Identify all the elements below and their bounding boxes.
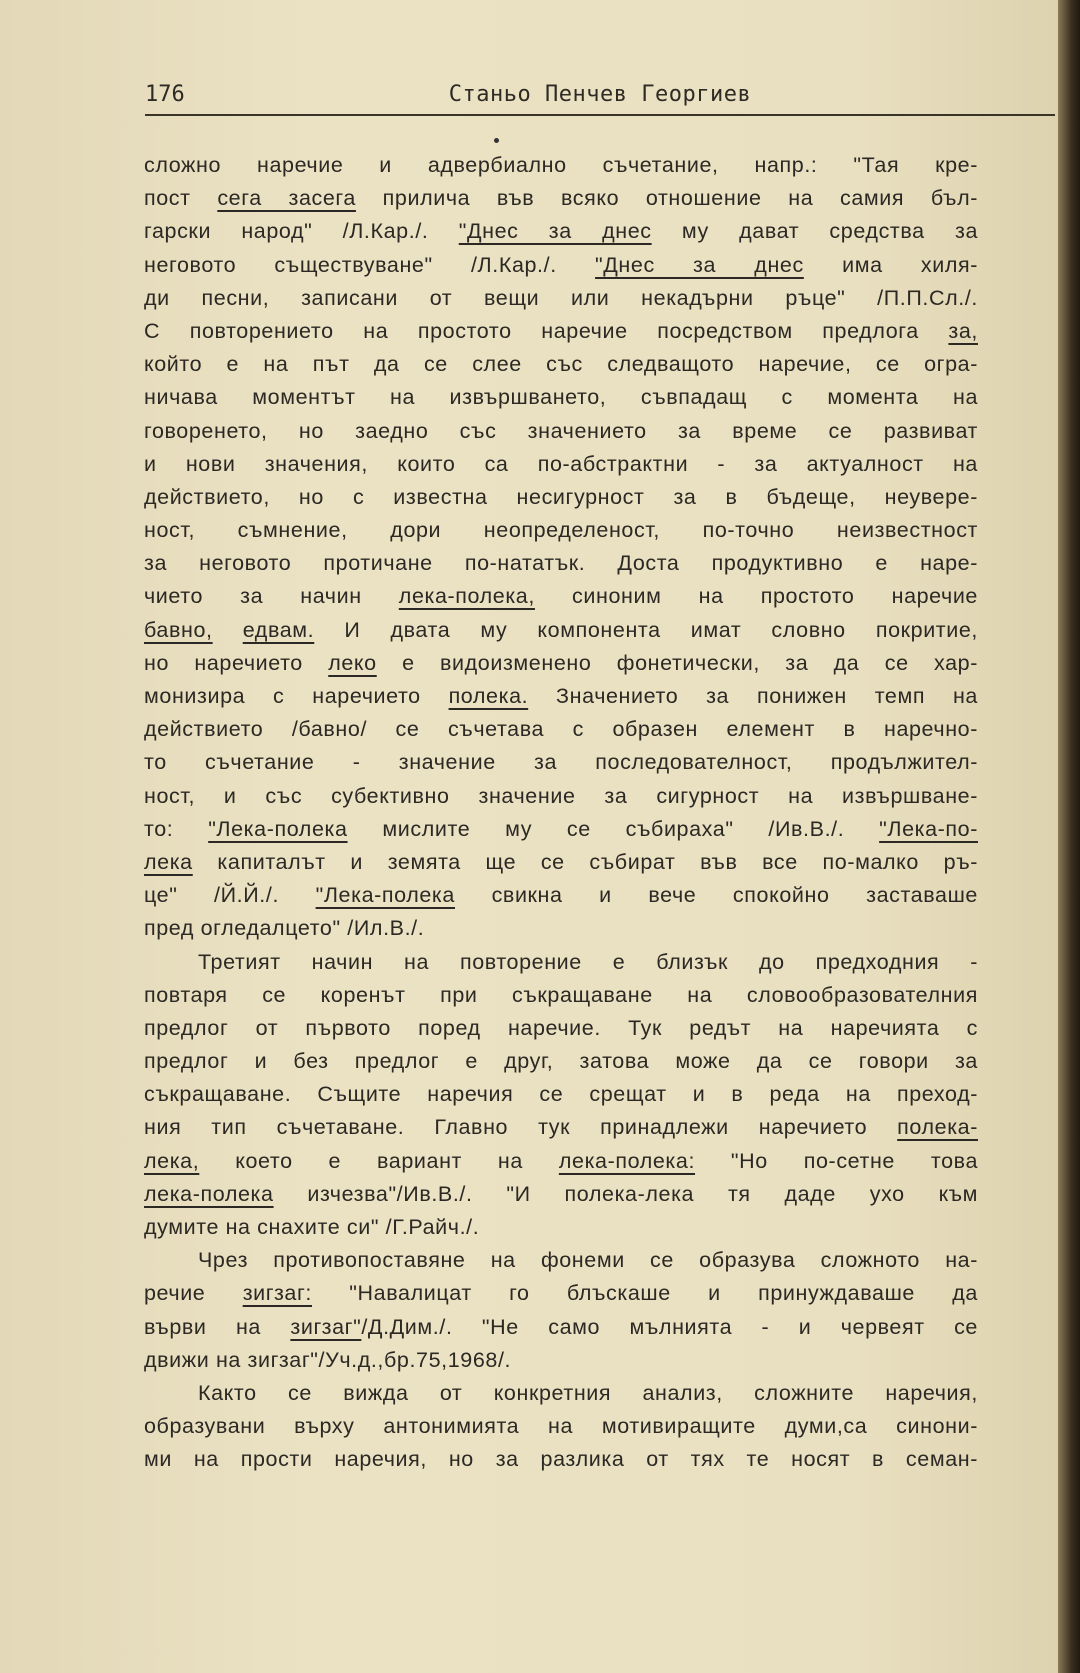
underlined-example: сега засега	[217, 186, 356, 211]
text-run: "Навалицат го блъскаше и принуждаваше да	[312, 1281, 978, 1306]
text-run: съкращаване. Същите наречия се срещат и в реда на преход-	[144, 1082, 978, 1107]
underlined-example: лека	[144, 849, 193, 874]
text-run: Както се вижда от конкретния анализ, сложните наречия,	[198, 1380, 978, 1405]
text-line	[144, 1211, 978, 1244]
underlined-example: зигзаг:	[242, 1281, 312, 1306]
underlined-example: лека-полека	[144, 1181, 274, 1206]
text-run: прилича във всяко отношение на самия бъл-	[355, 186, 978, 211]
text-line	[144, 1244, 978, 1277]
text-run: движи на зигзаг"/Уч.д.,бр.75,1968/.	[144, 1347, 512, 1372]
underlined-example: "Лека-полека	[315, 883, 455, 908]
text-run: действието, но с известна несигурност за в бъдеще, неувере-	[144, 484, 978, 509]
text-line	[144, 415, 978, 448]
text-run: действието /бавно/ се съчетава с образен елемент в наречно-	[144, 717, 978, 742]
text-line	[144, 813, 978, 846]
text-run: думите на снахите си" /Г.Райч./.	[144, 1215, 480, 1239]
text-line	[144, 448, 978, 481]
text-run	[213, 618, 243, 642]
underlined-example: зигзаг"	[290, 1314, 362, 1339]
text-line	[144, 580, 978, 613]
text-run: ничава моментът на извършването, съвпадащ с момента на	[144, 385, 978, 410]
text-run: ност, и със субективно значение за сигурност на извършване-	[144, 783, 978, 808]
text-line	[144, 348, 978, 381]
text-run: и нови значения, които са по-абстрактни - за актуалност на	[144, 451, 978, 476]
paragraph	[144, 1244, 978, 1377]
text-run: пост	[144, 186, 218, 211]
text-run: което е вариант на	[199, 1148, 559, 1173]
text-run: има хиля-	[803, 252, 978, 277]
text-run: синоним на простото наречие	[534, 584, 978, 609]
page-edge-shadow	[1058, 0, 1080, 1673]
text-run: ди песни, записани от вещи или некадърни ръце" /П.П.Сл./.	[144, 285, 978, 310]
text-line	[144, 979, 978, 1012]
text-run: предлог и без предлог е друг, затова може да се говори за	[144, 1049, 978, 1074]
text-line	[144, 1045, 978, 1078]
underlined-example: лека-полека,	[398, 584, 535, 609]
text-run: образувани върху антонимията на мотивиращите думи,са синони-	[144, 1414, 978, 1439]
body-text	[144, 149, 978, 1477]
paragraph	[144, 946, 978, 1245]
text-line	[144, 879, 978, 912]
text-run: говоренето, но заедно със значението за време се развиват	[144, 418, 978, 443]
text-line	[144, 249, 978, 282]
text-line	[144, 946, 978, 979]
text-line	[144, 1344, 978, 1377]
text-run: за неговото протичане по-нататък. Доста продуктивно е наре-	[144, 551, 978, 576]
text-line	[144, 215, 978, 248]
text-run: гарски народ" /Л.Кар./.	[144, 219, 459, 244]
text-line	[144, 647, 978, 680]
text-line	[144, 1377, 978, 1410]
page-number: 176	[145, 82, 185, 107]
underlined-example: за,	[948, 318, 978, 343]
text-line	[144, 1111, 978, 1144]
text-line	[144, 1277, 978, 1310]
text-line	[144, 1078, 978, 1111]
paragraph	[144, 149, 978, 946]
text-run: е видоизменено фонетически, за да се хар-	[376, 650, 978, 675]
running-title: Станьо Пенчев Георгиев	[448, 82, 752, 107]
underlined-example: лека,	[144, 1148, 200, 1173]
text-run: капиталът и земята ще се събират във все по-малко ръ-	[192, 849, 978, 874]
page-header	[145, 80, 1055, 116]
underlined-example: "Днес за днес	[458, 219, 652, 244]
underlined-example: "Днес за днес	[595, 252, 804, 277]
underlined-example: лека-полека:	[558, 1148, 696, 1173]
text-line	[144, 846, 978, 879]
text-run: С повторението на простото наречие посредством предлога	[144, 318, 949, 343]
text-line	[144, 1311, 978, 1344]
text-line	[144, 1012, 978, 1045]
text-run: неговото съществуване" /Л.Кар./.	[144, 252, 596, 277]
text-run: ния тип съчетаване. Главно тук принадлежи наречието	[144, 1115, 898, 1140]
text-line	[144, 547, 978, 580]
text-run: изчезва"/Ив.В./. "И полека-лека тя даде ухо към	[273, 1181, 978, 1206]
text-run: ност, съмнение, дори неопределеност, по-точно неизвестност	[144, 518, 978, 543]
underlined-example: полека-	[897, 1115, 978, 1140]
text-run: то:	[144, 816, 209, 841]
paragraph	[144, 1377, 978, 1477]
text-run: ми на прости наречия, но за разлика от тях те носят в семан-	[144, 1447, 978, 1472]
text-run: це" /Й.Й./.	[144, 883, 316, 908]
text-run: чието за начин	[144, 584, 399, 609]
underlined-example: леко	[328, 650, 377, 675]
text-run: мислите му се събираха" /Ив.В./.	[347, 816, 880, 841]
text-line	[144, 514, 978, 547]
text-line	[144, 912, 978, 945]
text-line	[144, 614, 978, 647]
underlined-example: "Лека-полека	[208, 816, 348, 841]
text-run: върви на	[144, 1314, 291, 1339]
text-line	[144, 315, 978, 348]
text-run: "Но по-сетне това	[695, 1148, 978, 1173]
underlined-example: едвам.	[242, 617, 315, 642]
text-line	[144, 746, 978, 779]
text-run: монизира с наречието	[144, 684, 449, 708]
text-run: Чрез противопоставяне на фонеми се образува сложното на-	[198, 1248, 978, 1273]
text-line	[144, 282, 978, 315]
text-run: пред огледалцето" /Ил.В./.	[144, 916, 425, 941]
text-run: /Д.Дим./. "Не само мълнията - и червеят се	[361, 1314, 978, 1339]
text-line	[144, 1145, 978, 1178]
text-line	[144, 149, 978, 182]
text-run: повтаря се коренът при съкращаване на словообразователния	[144, 982, 978, 1007]
text-run: Третият начин на повторение е близък до предходния -	[198, 949, 978, 974]
text-run: Значението за понижен темп на	[528, 684, 978, 708]
text-line	[144, 713, 978, 746]
text-run: то съчетание - значение за последователност, продължител-	[144, 750, 978, 775]
underlined-example: бавно,	[144, 617, 213, 642]
underlined-example: "Лека-по-	[879, 816, 978, 841]
text-line	[144, 481, 978, 514]
text-run: предлог от първото поред наречие. Тук редът на наречията с	[144, 1015, 978, 1040]
text-run: който е на път да се слее със следващото наречие, се огра-	[144, 352, 978, 377]
text-line	[144, 381, 978, 414]
text-run: свикна и вече спокойно заставаше	[454, 883, 978, 908]
underlined-example: полека.	[448, 684, 529, 708]
text-line	[144, 182, 978, 215]
text-line	[144, 1410, 978, 1443]
text-run: И двата му компонента имат словно покритие,	[314, 617, 978, 642]
text-run: но наречието	[144, 650, 329, 675]
text-line	[144, 680, 978, 713]
text-line	[144, 780, 978, 813]
text-line	[144, 1443, 978, 1476]
text-run: му дават средства за	[651, 219, 978, 244]
ink-speck	[494, 138, 499, 143]
text-run: речие	[144, 1281, 243, 1306]
text-run: сложно наречие и адвербиално съчетание, напр.: "Тая кре-	[144, 153, 978, 177]
text-line	[144, 1178, 978, 1211]
